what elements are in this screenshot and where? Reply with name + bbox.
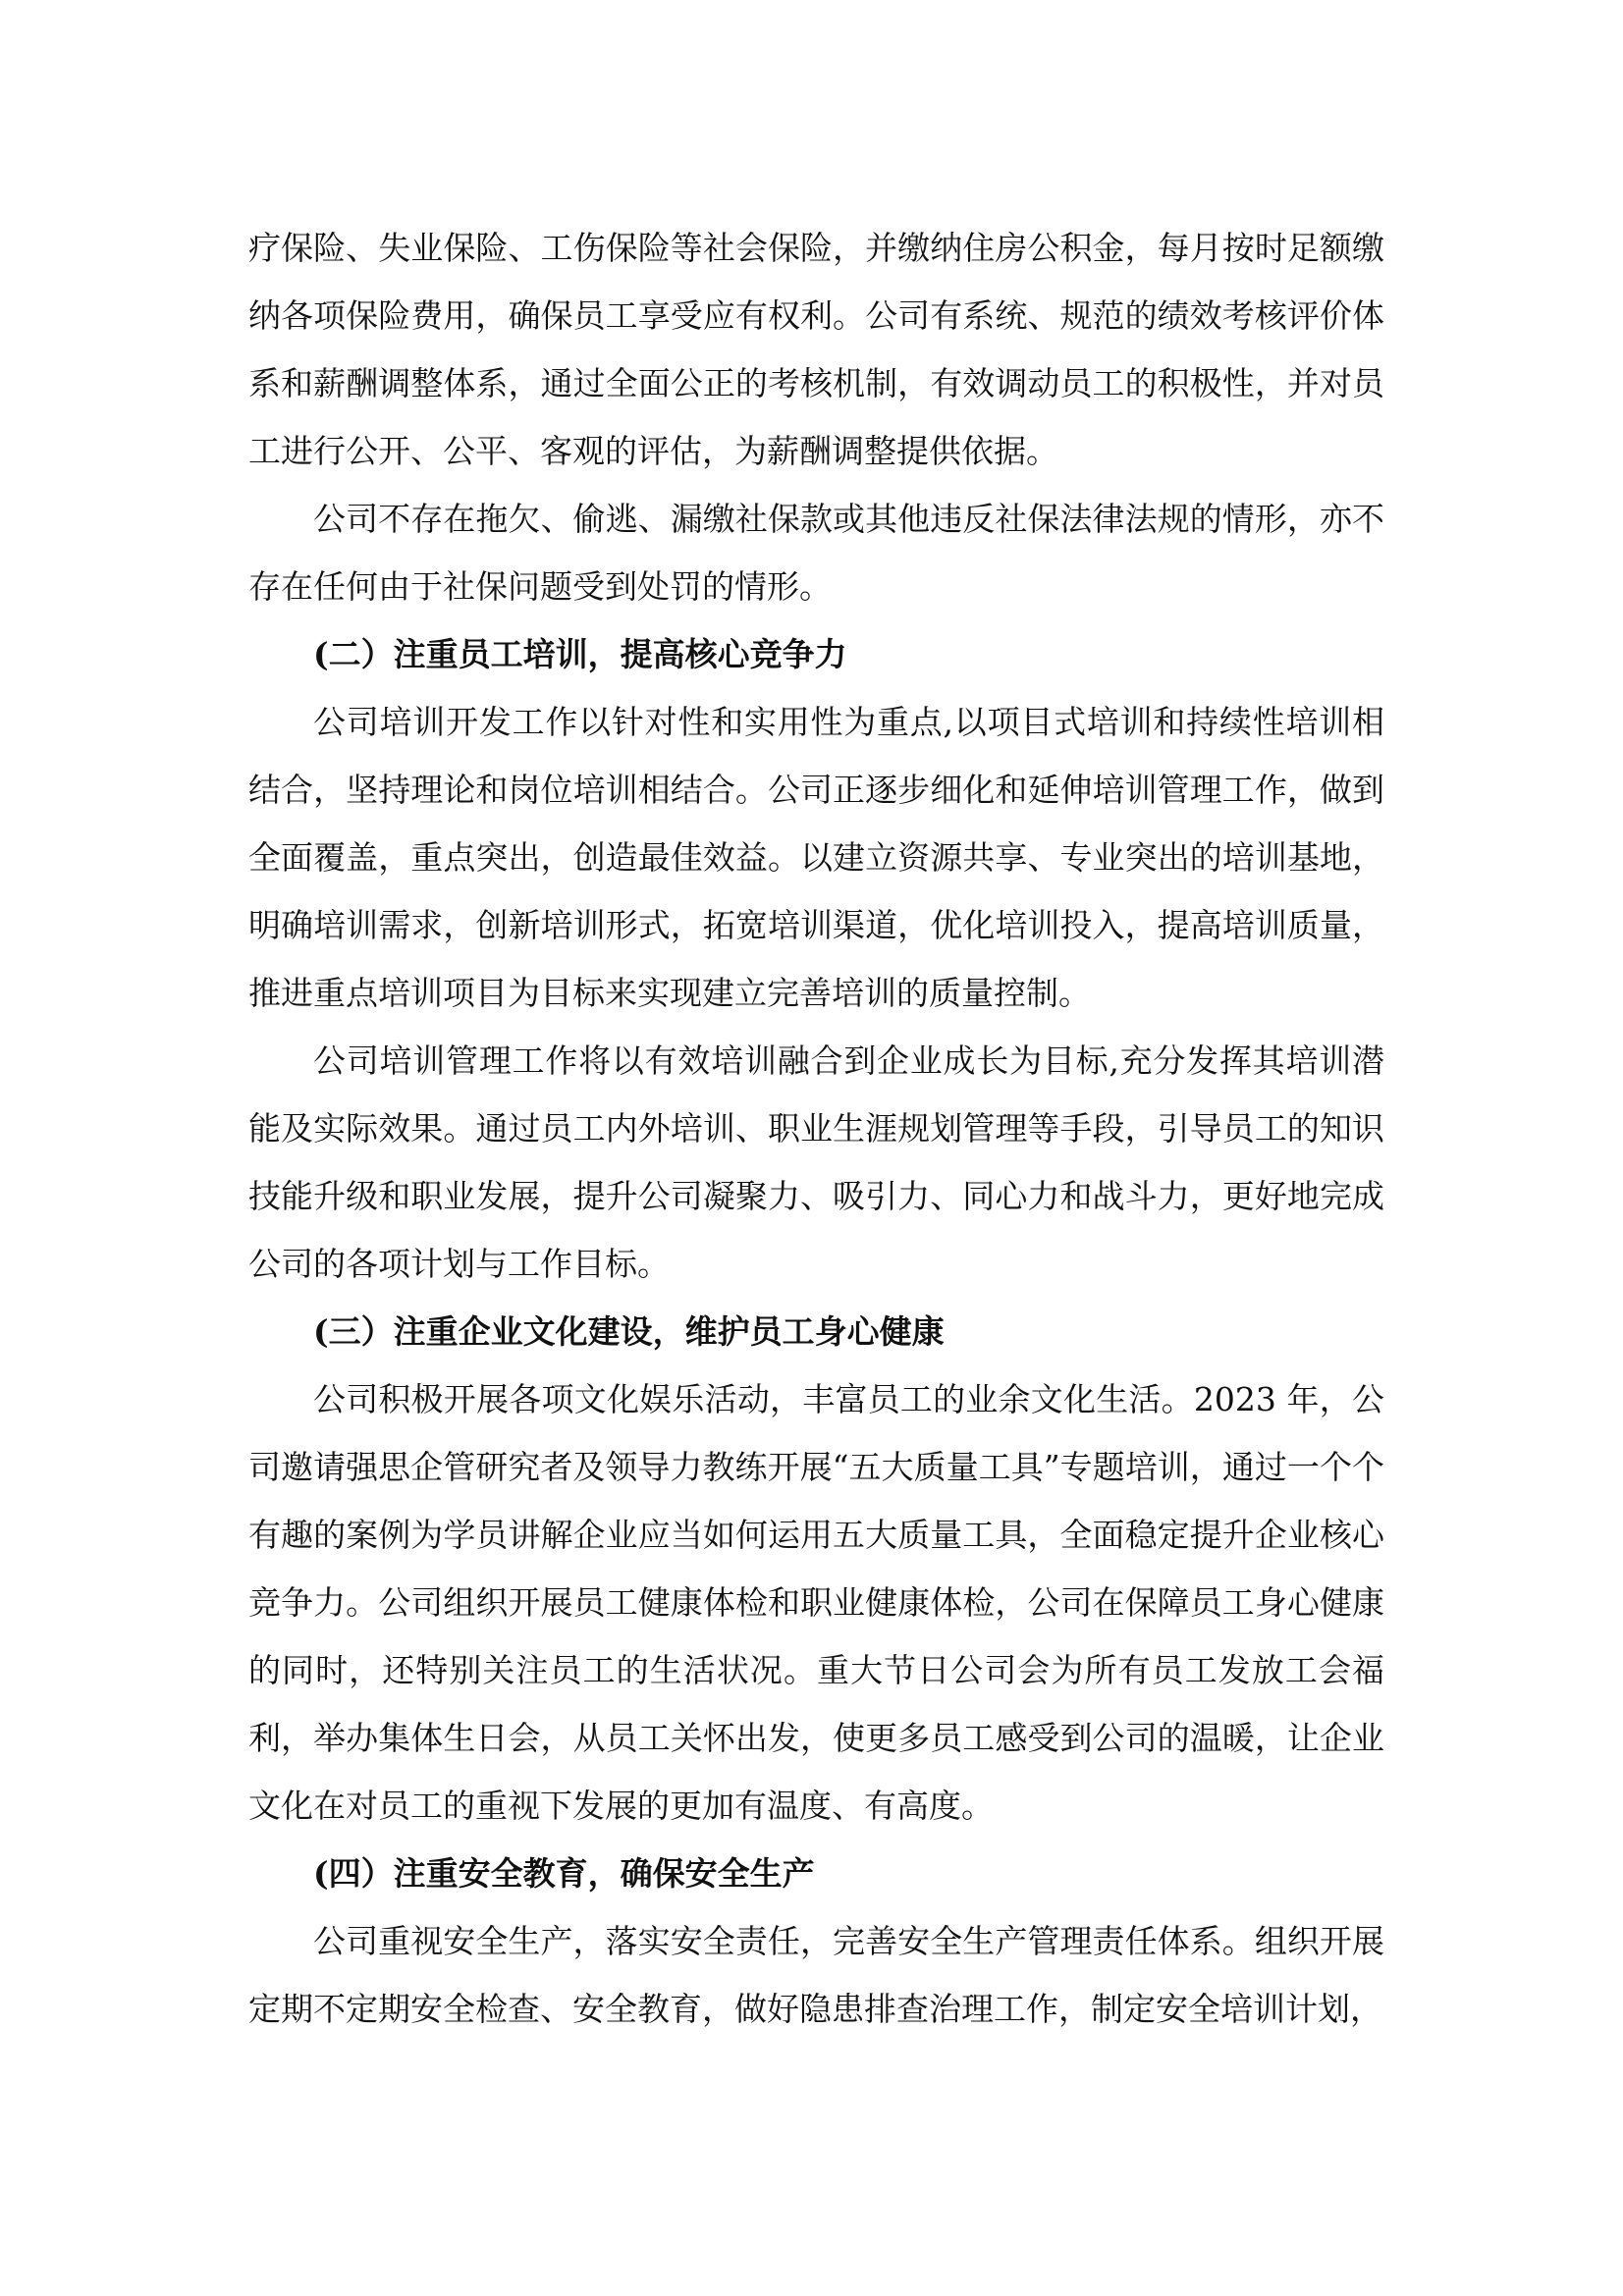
body-paragraph: 公司培训管理工作将以有效培训融合到企业成长为目标,充分发挥其培训潜能及实际效果。通过员工内外培训、职业生涯规划管理等手段，引导员工的知识技能升级和职业发展，提升公司凝聚力、吸引力、同心力和战斗力，更好地完成公司的各项计划与工作目标。 [248, 1041, 1384, 1283]
document-page [248, 214, 1384, 2043]
section-heading: (三）注重企业文化建设，维护员工身心健康 [313, 1312, 945, 1351]
body-paragraph: 公司积极开展各项文化娱乐活动，丰富员工的业余文化生活。2023 年，公司邀请强思企管研究者及领导力教练开展“五大质量工具”专题培训，通过一个个有趣的案例为学员讲解企业应当如何运用五大质量工具，全面稳定提升企业核心竞争力。公司组织开展员工健康体检和职业健康体检，公司在保障员工身心健康的同时，还特别关注员工的生活状况。重大节日公司会为所有员工发放工会福利，举办集体生日会，从员工关怀出发，使更多员工感受到公司的温暖，让企业文化在对员工的重视下发展的更加有温度、有高度。 [248, 1380, 1384, 1825]
body-paragraph: 疗保险、失业保险、工伤保险等社会保险，并缴纳住房公积金，每月按时足额缴纳各项保险费用，确保员工享受应有权利。公司有系统、规范的绩效考核评价体系和薪酬调整体系，通过全面公正的考核机制，有效调动员工的积极性，并对员工进行公开、公平、客观的评估，为薪酬调整提供依据。 [248, 229, 1384, 470]
body-paragraph: 公司不存在拖欠、偷逃、漏缴社保款或其他违反社保法律法规的情形，亦不存在任何由于社保问题受到处罚的情形。 [248, 500, 1384, 606]
section-heading: (二）注重员工培训，提高核心竞争力 [313, 635, 847, 673]
body-paragraph: 公司培训开发工作以针对性和实用性为重点,以项目式培训和持续性培训相结合，坚持理论和岗位培训相结合。公司正逐步细化和延伸培训管理工作，做到全面覆盖，重点突出，创造最佳效益。以建立资源共享、专业突出的培训基地，明确培训需求，创新培训形式，拓宽培训渠道，优化培训投入，提高培训质量，推进重点培训项目为目标来实现建立完善培训的质量控制。 [248, 703, 1384, 1012]
body-paragraph: 公司重视安全生产，落实安全责任，完善安全生产管理责任体系。组织开展定期不定期安全检查、安全教育，做好隐患排查治理工作，制定安全培训计划， [248, 1922, 1384, 2028]
section-heading: (四）注重安全教育，确保安全生产 [313, 1854, 815, 1893]
